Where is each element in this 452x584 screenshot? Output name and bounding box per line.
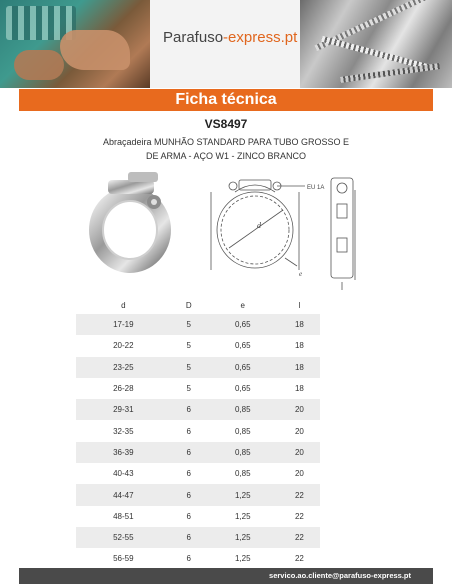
cell-l: 18 [279,357,320,378]
cell-d: 26-28 [113,384,134,394]
table-row [76,314,320,335]
cell-l: 20 [279,442,320,463]
cell-e: 1,25 [207,484,279,505]
cell-l: 20 [294,426,304,436]
screws-photo [300,0,452,88]
table-row [76,484,320,505]
table-row [76,378,320,399]
cell-e: 0,85 [207,442,279,463]
cell-e: 1,25 [234,511,251,521]
specs-table [76,296,320,570]
cell-D: 6 [171,527,207,548]
cell-l: 22 [279,484,320,505]
diameter-label: d [257,221,261,230]
brand-main: Parafuso [163,29,224,46]
header-l: l [298,300,301,310]
description-line-1: Abraçadeira MUNHÃO STANDARD PARA TUBO GROSSO E [102,137,350,147]
cell-d: 29-31 [76,399,171,420]
cell-D: 6 [186,554,191,564]
cell-D: 5 [171,314,207,335]
table-row [76,527,320,548]
cell-d: 17-19 [76,314,171,335]
table-row [76,357,320,378]
cell-l: 22 [279,527,320,548]
cell-e: 0,85 [207,399,279,420]
cell-e: 1,25 [234,554,251,564]
cell-D: 6 [171,399,207,420]
cell-d: 32-35 [113,426,134,436]
description-line-2: DE ARMA - AÇO W1 - ZINCO BRANCO [145,151,307,161]
cell-l: 18 [279,314,320,335]
cell-e: 0,65 [234,341,251,351]
cell-l: 18 [294,341,304,351]
cell-l: 18 [294,384,304,394]
cell-D: 6 [186,511,191,521]
table-row [76,548,320,569]
cell-D: 6 [186,469,191,479]
cell-D: 6 [171,484,207,505]
cell-d: 52-55 [76,527,171,548]
table-row [76,420,320,441]
standard-label: EU 1A [307,185,325,191]
table-row [76,463,320,484]
cell-e: 0,65 [234,384,251,394]
brand-accent: -express.pt [223,29,298,46]
cell-d: 56-59 [113,554,134,564]
page-title: Ficha técnica [19,89,433,111]
cell-e: 0,65 [207,357,279,378]
workshop-photo [0,0,150,88]
cell-D: 6 [186,426,191,436]
cell-l: 20 [294,469,304,479]
header-d: d [121,300,126,310]
brand-logo[interactable] [163,29,297,46]
cell-e: 0,85 [234,426,251,436]
clamp-photo [88,168,178,278]
product-code: VS8497 [204,117,248,131]
cell-e: 0,85 [234,469,251,479]
header-banner [0,0,452,88]
cell-D: 5 [186,341,191,351]
table-row [76,335,320,356]
table-row [76,442,320,463]
cell-d: 36-39 [76,442,171,463]
table-row [76,506,320,527]
table-row [76,399,320,420]
contact-email-link[interactable]: servico.ao.cliente@parafuso-express.pt [269,571,411,580]
cell-l: 22 [294,511,304,521]
cell-l: 20 [279,399,320,420]
cell-D: 6 [171,442,207,463]
footer-bar [19,568,433,584]
cell-d: 20-22 [113,341,134,351]
cell-d: 44-47 [76,484,171,505]
product-description [80,135,372,163]
cell-l: 22 [294,554,304,564]
cell-d: 48-51 [113,511,134,521]
header-D: D [185,300,192,310]
cell-d: 40-43 [113,469,134,479]
cell-e: 0,65 [207,314,279,335]
cell-D: 5 [171,357,207,378]
cell-d: 23-25 [76,357,171,378]
thickness-label: e [299,270,303,278]
cell-e: 1,25 [207,527,279,548]
technical-drawing [205,170,365,290]
table-header-row [76,296,320,314]
cell-D: 5 [186,384,191,394]
header-e: e [240,300,245,310]
